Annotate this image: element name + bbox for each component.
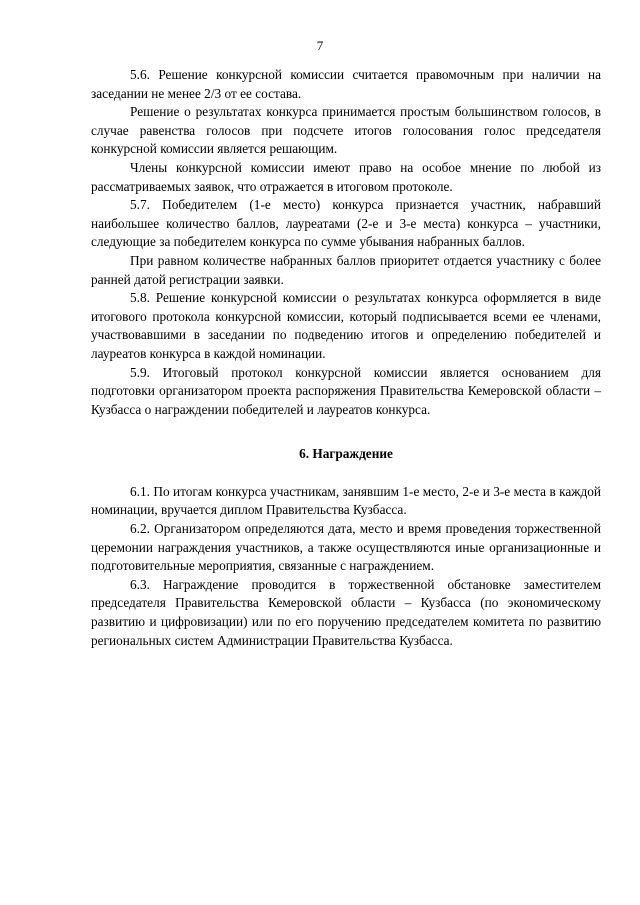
paragraph-5-9: 5.9. Итоговый протокол конкурсной комиссии является основанием для подготовки организатором проекта распоряжения Правительства Кемеровской области – Кузбасса о награждении победителей и лауреатов конкурса. bbox=[91, 364, 601, 417]
paragraph-5-8: 5.8. Решение конкурсной комиссии о результатах конкурса оформляется в виде итогового протокола конкурсной комиссии, который подписывается всеми ее членами, участвовавшими в заседании по подведению итогов и определению победителей и лауреатов конкурса в каждой номинации. bbox=[91, 290, 601, 361]
paragraph-6-1: 6.1. По итогам конкурса участникам, занявшим 1-е место, 2-е и 3-е места в каждой номинации, вручается диплом Правительства Кузбасса. bbox=[91, 483, 601, 518]
paragraph-6-3: 6.3. Награждение проводится в торжественной обстановке заместителем председателя Правительства Кемеровской области – Кузбасса (по экономическому развитию и цифровизации) или по его поручению председателем комитета по развитию региональных систем Администрации Правительства Кузбасса. bbox=[91, 576, 601, 648]
paragraph-5-6-special-opinion: Члены конкурсной комиссии имеют право на особое мнение по любой из рассматриваемых заявок, что отражается в итоговом протоколе. bbox=[91, 159, 601, 194]
paragraph-5-7-tie: При равном количестве набранных баллов приоритет отдается участнику с более ранней датой регистрации заявки. bbox=[91, 252, 601, 287]
page-number: 7 bbox=[316, 38, 324, 53]
paragraph-5-7: 5.7. Победителем (1-е место) конкурса признается участник, набравший наибольшее количество баллов, лауреатами (2-е и 3-е места) конкурса – участники, следующие за победителем конкурса по сумме убывания набранных баллов. bbox=[91, 197, 601, 250]
section-heading-6: 6. Награждение bbox=[299, 446, 393, 462]
paragraph-5-6: 5.6. Решение конкурсной комиссии считается правомочным при наличии на заседании не менее 2/3 от ее состава. bbox=[91, 67, 601, 101]
paragraph-6-2: 6.2. Организатором определяются дата, место и время проведения торжественной церемонии награждения участников, а также осуществляются иные организационные и подготовительные мероприятия, связанные с награждением. bbox=[91, 521, 601, 574]
paragraph-5-6-decision: Решение о результатах конкурса принимается простым большинством голосов, в случае равенства голосов при подсчете итогов голосования голос председателя конкурсной комиссии является решающим. bbox=[91, 104, 601, 157]
document-body bbox=[91, 66, 601, 650]
